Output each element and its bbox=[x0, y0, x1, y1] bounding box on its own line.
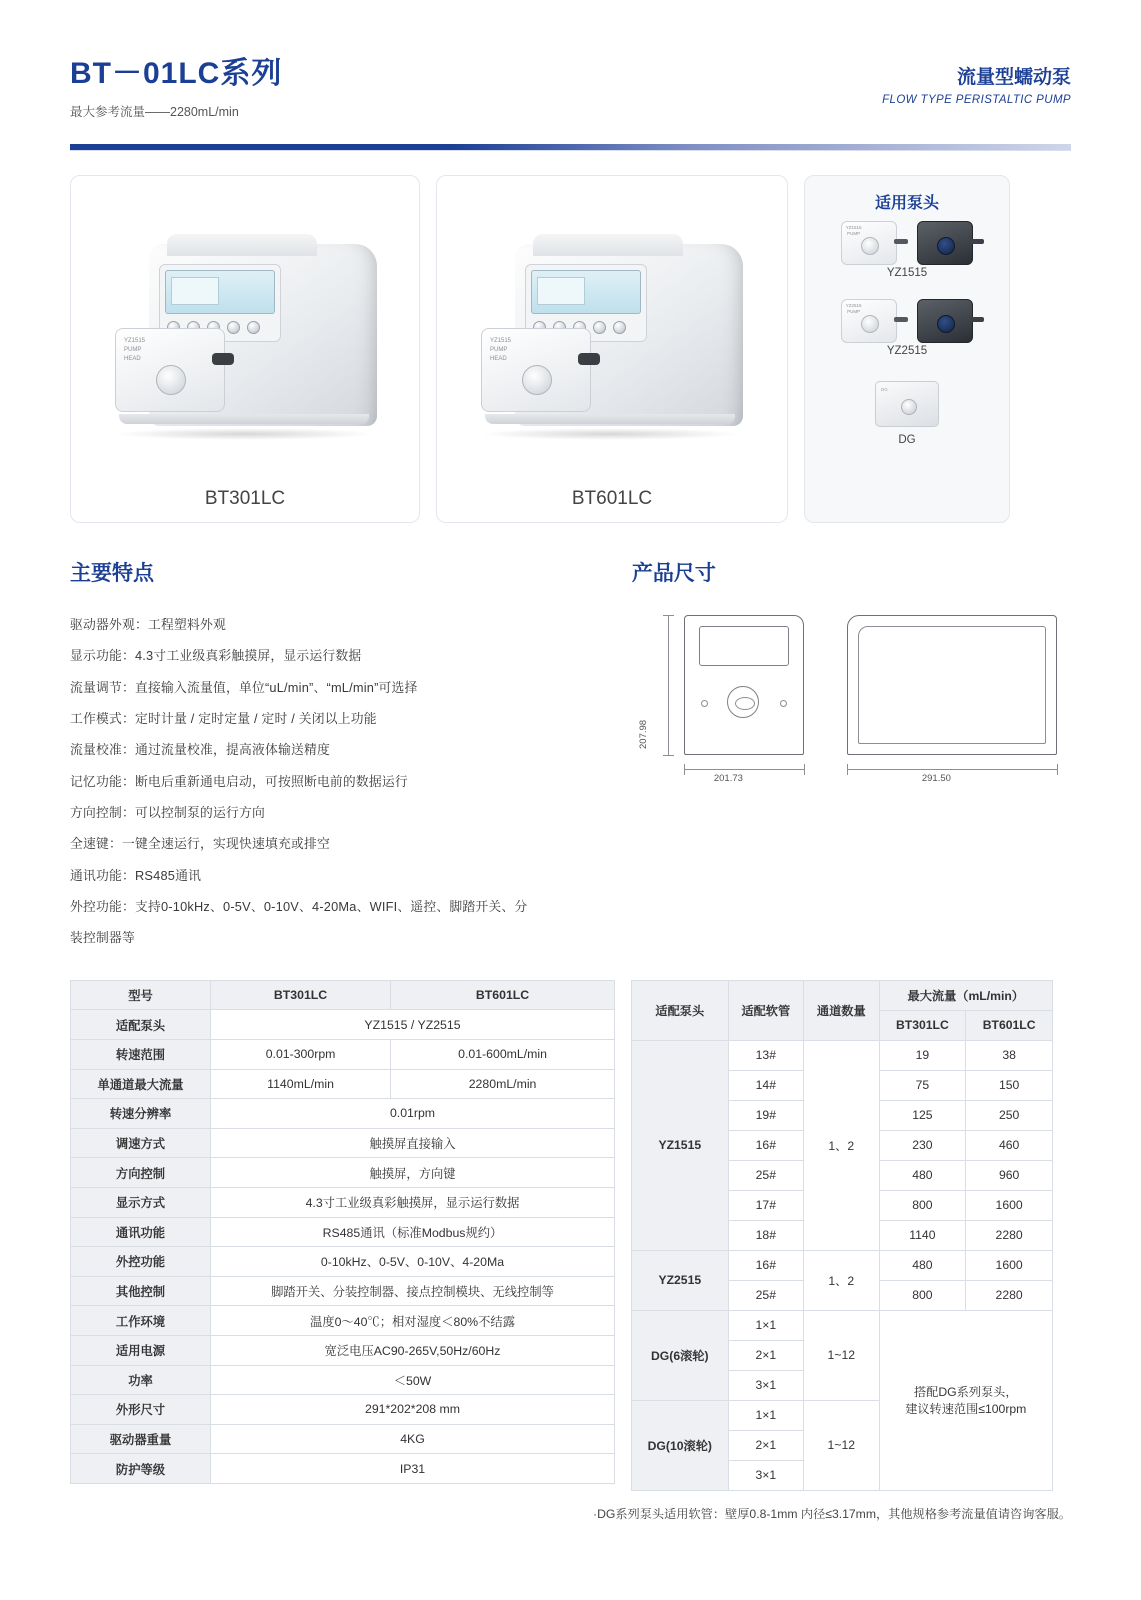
table-row bbox=[71, 1039, 615, 1069]
spec-header-col1: BT301LC bbox=[211, 980, 391, 1010]
flow-tube: 13# bbox=[728, 1040, 803, 1070]
pump-head-icon-yz1515-dark bbox=[917, 221, 973, 265]
product-caption-b: BT601LC bbox=[571, 488, 653, 509]
compatible-heads-title: 适用泵头 bbox=[874, 195, 939, 212]
flow-header-pump-head: 适配泵头 bbox=[632, 980, 729, 1040]
product-caption-a: BT301LC bbox=[204, 488, 286, 509]
spec-value: 宽泛电压AC90-265V,50Hz/60Hz bbox=[211, 1335, 615, 1365]
flow-group-head: DG(10滚轮) bbox=[632, 1400, 729, 1490]
spec-label: 方向控制 bbox=[71, 1158, 211, 1188]
page-subtitle: 最大参考流量——2280mL/min bbox=[70, 105, 239, 119]
dimension-side-view bbox=[847, 615, 1057, 755]
head-item-yz1515 bbox=[805, 221, 1009, 299]
flow-tube: 18# bbox=[728, 1220, 803, 1250]
spec-label: 通讯功能 bbox=[71, 1217, 211, 1247]
flow-301: 480 bbox=[879, 1160, 966, 1190]
spec-value: 4KG bbox=[211, 1424, 615, 1454]
spec-value: ＜50W bbox=[211, 1365, 615, 1395]
spec-value: 4.3寸工业级真彩触摸屏，显示运行数据 bbox=[211, 1187, 615, 1217]
flow-601: 2280 bbox=[966, 1220, 1053, 1250]
dimension-front-view bbox=[684, 615, 804, 755]
flow-tube: 3×1 bbox=[728, 1460, 803, 1490]
dimension-side-width-label: 291.50 bbox=[921, 773, 951, 784]
pump-illustration-bt601lc: YZ1515 PUMP HEAD bbox=[463, 216, 763, 466]
flow-tube: 25# bbox=[728, 1160, 803, 1190]
flow-301: 1140 bbox=[879, 1220, 966, 1250]
spec-label: 转速范围 bbox=[71, 1039, 211, 1069]
product-gallery bbox=[0, 151, 1141, 523]
table-row bbox=[71, 1247, 615, 1277]
feature-line: 工作模式：定时计量 / 定时定量 / 定时 / 关闭以上功能 bbox=[70, 711, 377, 727]
spec-label: 显示方式 bbox=[71, 1187, 211, 1217]
footnote: ·DG系列泵头适用软管：壁厚0.8-1mm 内径≤3.17mm，其他规格参考流量值请咨询客服。 bbox=[593, 1506, 1071, 1521]
flow-601: 460 bbox=[966, 1130, 1053, 1160]
flow-dg-note-line2: 建议转速范围≤100rpm bbox=[905, 1402, 1027, 1417]
spec-label: 转速分辨率 bbox=[71, 1099, 211, 1129]
product-category-en: FLOW TYPE PERISTALTIC PUMP bbox=[882, 94, 1071, 106]
spec-value: 触摸屏，方向键 bbox=[211, 1158, 615, 1188]
spec-label: 其他控制 bbox=[71, 1276, 211, 1306]
spec-value: IP31 bbox=[211, 1454, 615, 1484]
feature-line: 方向控制：可以控制泵的运行方向 bbox=[70, 805, 265, 821]
flow-tube: 17# bbox=[728, 1190, 803, 1220]
head-item-yz2515 bbox=[805, 299, 1009, 377]
spec-label: 单通道最大流量 bbox=[71, 1069, 211, 1099]
product-category-cn: 流量型蠕动泵 bbox=[956, 67, 1071, 88]
feature-line: 驱动器外观：工程塑料外观 bbox=[70, 617, 226, 632]
flow-header-channels: 通道数量 bbox=[804, 980, 879, 1040]
spec-label: 工作环境 bbox=[71, 1306, 211, 1336]
flow-tube: 1×1 bbox=[728, 1310, 803, 1340]
table-row bbox=[71, 1217, 615, 1247]
flow-601: 1600 bbox=[966, 1190, 1053, 1220]
spec-value: 0-10kHz、0-5V、0-10V、4-20Ma bbox=[211, 1247, 615, 1277]
flow-601: 1600 bbox=[966, 1250, 1053, 1280]
flow-group-head: DG(6滚轮) bbox=[632, 1310, 729, 1400]
pump-head-icon-dg: DG bbox=[875, 381, 939, 427]
spec-header-col2: BT601LC bbox=[391, 980, 615, 1010]
spec-value: 0.01rpm bbox=[211, 1099, 615, 1129]
page-title: BT－01LC系列 bbox=[70, 57, 283, 90]
flow-tube: 16# bbox=[728, 1130, 803, 1160]
flow-301: 125 bbox=[879, 1100, 966, 1130]
pump-illustration-bt301lc: YZ1515 PUMP HEAD bbox=[97, 216, 397, 466]
flow-301: 230 bbox=[879, 1130, 966, 1160]
flow-tube: 25# bbox=[728, 1280, 803, 1310]
flow-tube: 16# bbox=[728, 1250, 803, 1280]
feature-line: 显示功能：4.3寸工业级真彩触摸屏，显示运行数据 bbox=[70, 648, 362, 664]
spec-value: RS485通讯（标准Modbus规约） bbox=[211, 1217, 615, 1247]
dimension-front-width-label: 201.73 bbox=[713, 773, 743, 784]
dimensions-title: 产品尺寸 bbox=[631, 562, 716, 585]
table-row bbox=[632, 1310, 1053, 1340]
table-row bbox=[71, 1069, 615, 1099]
header-right bbox=[882, 48, 1071, 106]
spec-value: 291*202*208 mm bbox=[211, 1395, 615, 1425]
flow-channels: 1、2 bbox=[804, 1040, 879, 1250]
flow-tube: 1×1 bbox=[728, 1400, 803, 1430]
flow-channels: 1~12 bbox=[804, 1400, 879, 1490]
feature-line: 全速键：一键全速运行，实现快速填充或排空 bbox=[70, 836, 330, 852]
spec-label: 外形尺寸 bbox=[71, 1395, 211, 1425]
spec-header-label: 型号 bbox=[71, 980, 211, 1010]
header-left bbox=[70, 48, 282, 120]
flow-301: 19 bbox=[879, 1040, 966, 1070]
spec-value: 0.01-300rpm bbox=[211, 1039, 391, 1069]
flow-header-601: BT601LC bbox=[966, 1010, 1053, 1040]
spec-value: 0.01-600mL/min bbox=[391, 1039, 615, 1069]
flow-tube: 19# bbox=[728, 1100, 803, 1130]
flow-301: 800 bbox=[879, 1190, 966, 1220]
flow-301: 800 bbox=[879, 1280, 966, 1310]
flow-tube: 2×1 bbox=[728, 1430, 803, 1460]
feature-line: 记忆功能：断电后重新通电启动，可按照断电前的数据运行 bbox=[70, 773, 408, 789]
spec-value: 2280mL/min bbox=[391, 1069, 615, 1099]
flow-dg-note-line1: 搭配DG系列泵头， bbox=[913, 1385, 1018, 1400]
table-row bbox=[71, 1306, 615, 1336]
table-row bbox=[71, 1158, 615, 1188]
specification-table bbox=[70, 980, 615, 1484]
pump-head-icon-yz1515-light: YZ1515 PUMP bbox=[841, 221, 897, 265]
features-title: 主要特点 bbox=[70, 562, 154, 585]
flow-301: 480 bbox=[879, 1250, 966, 1280]
table-row bbox=[632, 1250, 1053, 1280]
flow-channels: 1、2 bbox=[804, 1250, 879, 1310]
table-row bbox=[71, 1365, 615, 1395]
flow-601: 250 bbox=[966, 1100, 1053, 1130]
feature-line: 装控制器等 bbox=[70, 930, 135, 946]
dimensions-section bbox=[632, 557, 1071, 954]
flow-group-head: YZ2515 bbox=[632, 1250, 729, 1310]
flow-tube: 3×1 bbox=[728, 1370, 803, 1400]
spec-label: 外控功能 bbox=[71, 1247, 211, 1277]
spec-label: 防护等级 bbox=[71, 1454, 211, 1484]
table-row bbox=[71, 980, 615, 1010]
feature-line: 外控功能：支持0-10kHz、0-5V、0-10V、4-20Ma、WIFI、遥控、脚踏开关、分 bbox=[70, 899, 528, 915]
spec-value: YZ1515 / YZ2515 bbox=[211, 1010, 615, 1040]
table-row bbox=[632, 980, 1053, 1010]
spec-value: 触摸屏直接输入 bbox=[211, 1128, 615, 1158]
compatible-heads-card bbox=[804, 175, 1010, 523]
product-card-bt601lc bbox=[436, 175, 788, 523]
head-label-yz1515: YZ1515 bbox=[886, 267, 928, 279]
flow-601: 150 bbox=[966, 1070, 1053, 1100]
dimension-drawing bbox=[632, 609, 1071, 799]
head-label-yz2515: YZ2515 bbox=[886, 345, 928, 357]
flow-601: 2280 bbox=[966, 1280, 1053, 1310]
info-sections bbox=[0, 523, 1141, 954]
spec-value: 1140mL/min bbox=[211, 1069, 391, 1099]
spec-label: 功率 bbox=[71, 1365, 211, 1395]
table-row bbox=[71, 1395, 615, 1425]
flow-601: 38 bbox=[966, 1040, 1053, 1070]
spec-label: 适用电源 bbox=[71, 1335, 211, 1365]
dimension-height-label: 207.98 bbox=[637, 719, 649, 749]
spec-value: 脚踏开关、分装控制器、接点控制模块、无线控制等 bbox=[211, 1276, 615, 1306]
flow-601: 960 bbox=[966, 1160, 1053, 1190]
flow-tube: 14# bbox=[728, 1070, 803, 1100]
feature-line: 流量校准：通过流量校准，提高液体输送精度 bbox=[70, 742, 330, 758]
table-row bbox=[71, 1454, 615, 1484]
pump-head-icon-yz2515-dark bbox=[917, 299, 973, 343]
flow-channels: 1~12 bbox=[804, 1310, 879, 1400]
spec-value: 温度0～40℃；相对湿度＜80%不结露 bbox=[211, 1306, 615, 1336]
table-row bbox=[71, 1335, 615, 1365]
table-row bbox=[71, 1187, 615, 1217]
flow-header-tubing: 适配软管 bbox=[728, 980, 803, 1040]
page-header bbox=[0, 0, 1141, 130]
flow-header-max-flow: 最大流量（mL/min） bbox=[879, 980, 1052, 1010]
spec-label: 调速方式 bbox=[71, 1128, 211, 1158]
flow-group-head: YZ1515 bbox=[632, 1040, 729, 1250]
table-row bbox=[71, 1128, 615, 1158]
header-divider bbox=[0, 144, 1141, 151]
spec-label: 适配泵头 bbox=[71, 1010, 211, 1040]
tables-row bbox=[0, 954, 1141, 1491]
product-card-bt301lc bbox=[70, 175, 420, 523]
flow-301: 75 bbox=[879, 1070, 966, 1100]
flow-rate-table bbox=[631, 980, 1053, 1491]
flow-header-301: BT301LC bbox=[879, 1010, 966, 1040]
table-row bbox=[632, 1040, 1053, 1070]
head-label-dg: DG bbox=[898, 434, 916, 446]
head-item-dg bbox=[805, 377, 1009, 455]
pump-head-icon-yz2515-light: YZ2515 PUMP bbox=[841, 299, 897, 343]
table-row bbox=[71, 1276, 615, 1306]
flow-tube: 2×1 bbox=[728, 1340, 803, 1370]
table-row bbox=[71, 1010, 615, 1040]
flow-dg-note bbox=[879, 1310, 1052, 1490]
feature-line: 流量调节：直接输入流量值，单位“uL/min”、“mL/min”可选择 bbox=[70, 679, 418, 695]
feature-line: 通讯功能：RS485通讯 bbox=[70, 867, 202, 883]
table-row bbox=[71, 1424, 615, 1454]
spec-label: 驱动器重量 bbox=[71, 1424, 211, 1454]
features-section bbox=[70, 557, 602, 954]
table-row bbox=[71, 1099, 615, 1129]
